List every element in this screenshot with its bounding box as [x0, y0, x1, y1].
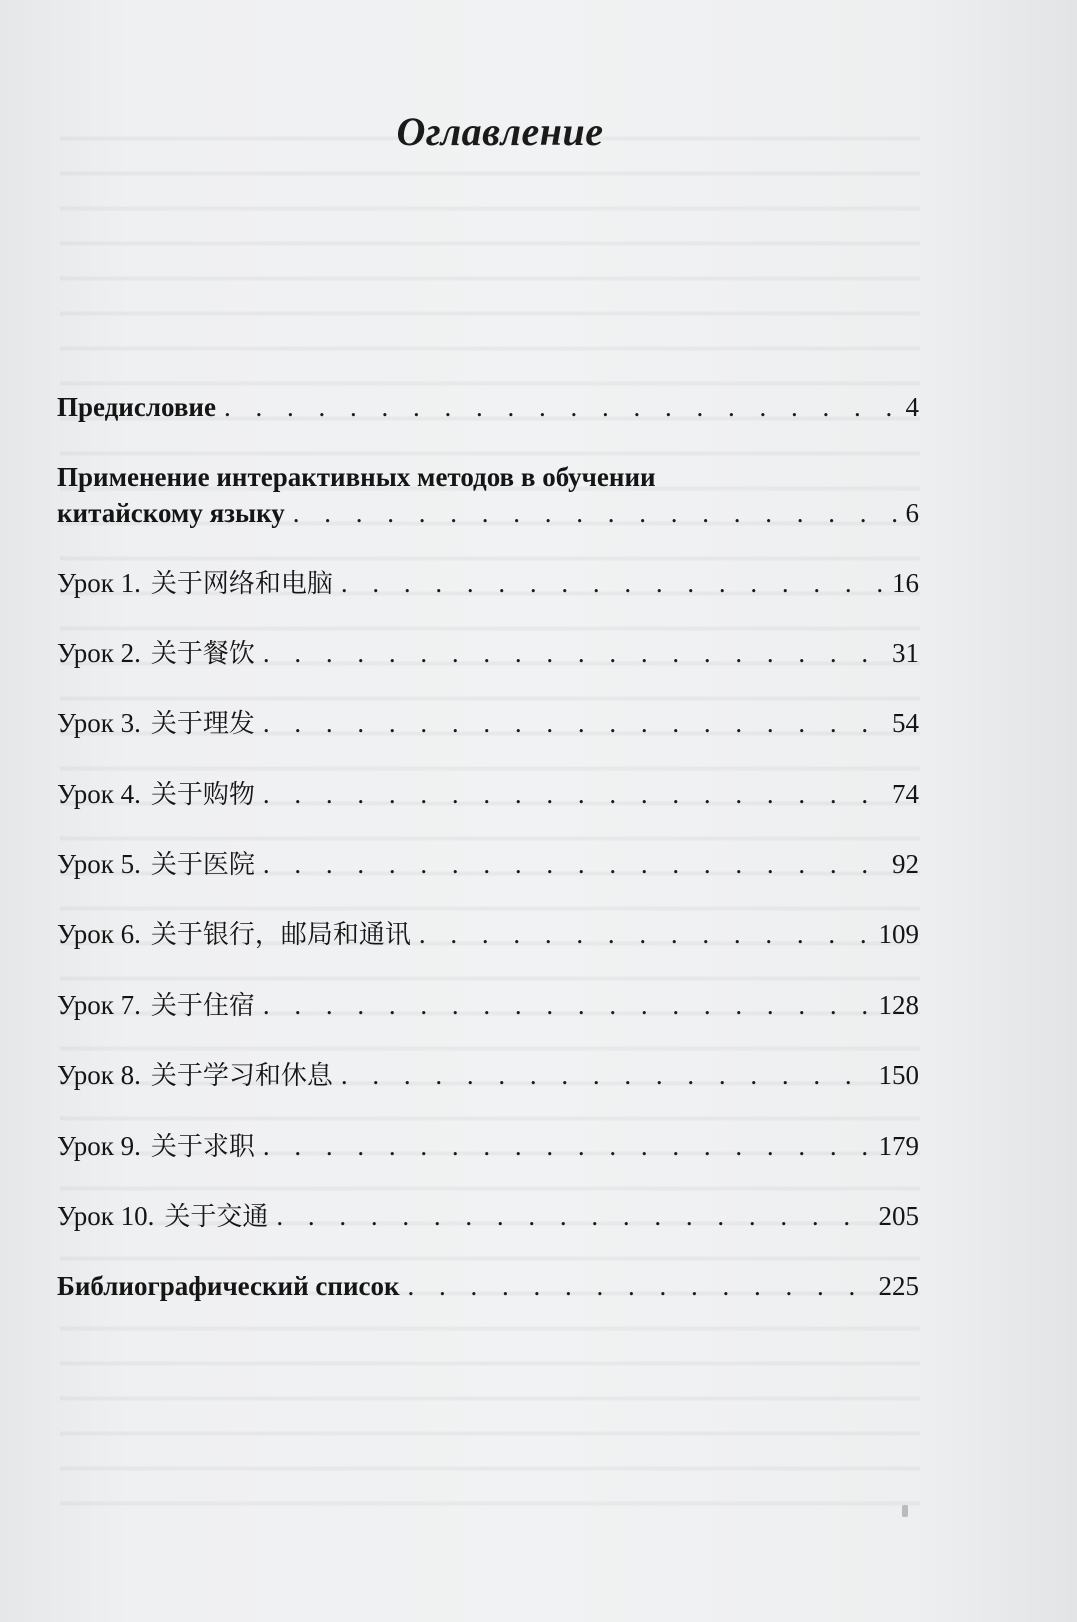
dot-leader	[293, 493, 900, 533]
lesson-title: 关于学习和休息	[150, 1061, 333, 1091]
toc-entry-lesson-7[interactable]	[57, 985, 919, 1025]
dot-leader	[224, 387, 900, 427]
dot-leader	[263, 774, 886, 814]
toc-page-number: 92	[892, 849, 919, 879]
dot-leader	[263, 844, 886, 884]
toc-entry-lesson-9[interactable]	[57, 1126, 919, 1166]
toc-entry-methods-line1[interactable]: Применение интерактивных методов в обучении	[57, 462, 656, 492]
lesson-number: Урок 4.	[57, 779, 141, 809]
toc-page-number: 128	[878, 990, 919, 1020]
toc-entry-lesson-10[interactable]	[57, 1196, 919, 1236]
toc-page-number: 4	[905, 392, 919, 422]
toc-page-number: 150	[878, 1060, 919, 1090]
toc-entry-methods[interactable]	[57, 493, 919, 533]
lesson-title: 关于银行，邮局和通讯	[150, 920, 411, 950]
toc-entry-lesson-1[interactable]	[57, 563, 919, 603]
toc-entry-bibliography[interactable]	[57, 1266, 919, 1306]
lesson-title: 关于交通	[164, 1202, 269, 1232]
lesson-title: 关于求职	[150, 1132, 255, 1162]
toc-page-number: 16	[892, 568, 919, 598]
lesson-number: Урок 3.	[57, 708, 141, 738]
toc-entry-label: китайскому языку	[57, 498, 285, 528]
lesson-title: 关于餐饮	[150, 639, 255, 669]
toc-entry-preface[interactable]	[57, 387, 919, 427]
dot-leader	[263, 703, 886, 743]
toc-entry-lesson-2[interactable]	[57, 633, 919, 673]
lesson-title: 关于理发	[150, 709, 255, 739]
lesson-title: 关于住宿	[150, 991, 255, 1021]
scan-mark	[902, 1505, 908, 1517]
dot-leader	[408, 1266, 873, 1306]
toc-entry-lesson-3[interactable]	[57, 703, 919, 743]
toc-page-number: 205	[878, 1201, 919, 1231]
toc-entry-lesson-8[interactable]	[57, 1055, 919, 1095]
lesson-number: Урок 1.	[57, 568, 141, 598]
dot-leader	[276, 1196, 872, 1236]
toc-page-number: 31	[892, 638, 919, 668]
dot-leader	[341, 1055, 873, 1095]
dot-leader	[263, 985, 873, 1025]
toc-entry-lesson-6[interactable]	[57, 914, 919, 954]
lesson-number: Урок 7.	[57, 990, 141, 1020]
toc-entry-lesson-4[interactable]	[57, 774, 919, 814]
lesson-number: Урок 9.	[57, 1131, 141, 1161]
toc-page-number: 225	[878, 1271, 919, 1301]
show-through-text	[60, 110, 920, 1530]
lesson-title: 关于网络和电脑	[150, 569, 333, 599]
lesson-number: Урок 10.	[57, 1201, 155, 1231]
dot-leader	[263, 1126, 873, 1166]
toc-page-number: 179	[878, 1131, 919, 1161]
dot-leader	[419, 914, 873, 954]
lesson-number: Урок 2.	[57, 638, 141, 668]
toc-page-number: 54	[892, 708, 919, 738]
dot-leader	[263, 633, 886, 673]
lesson-title: 关于购物	[150, 780, 255, 810]
lesson-number: Урок 6.	[57, 919, 141, 949]
lesson-title: 关于医院	[150, 850, 255, 880]
toc-entry-lesson-5[interactable]	[57, 844, 919, 884]
lesson-number: Урок 5.	[57, 849, 141, 879]
dot-leader	[341, 563, 886, 603]
toc-page-number: 74	[892, 779, 919, 809]
page-title: Оглавление	[396, 109, 604, 154]
toc-entry-label: Библиографический список	[57, 1271, 400, 1301]
lesson-number: Урок 8.	[57, 1060, 141, 1090]
toc-entry-label: Предисловие	[57, 392, 216, 422]
toc-page-number: 109	[878, 919, 919, 949]
toc-page-number: 6	[905, 498, 919, 528]
